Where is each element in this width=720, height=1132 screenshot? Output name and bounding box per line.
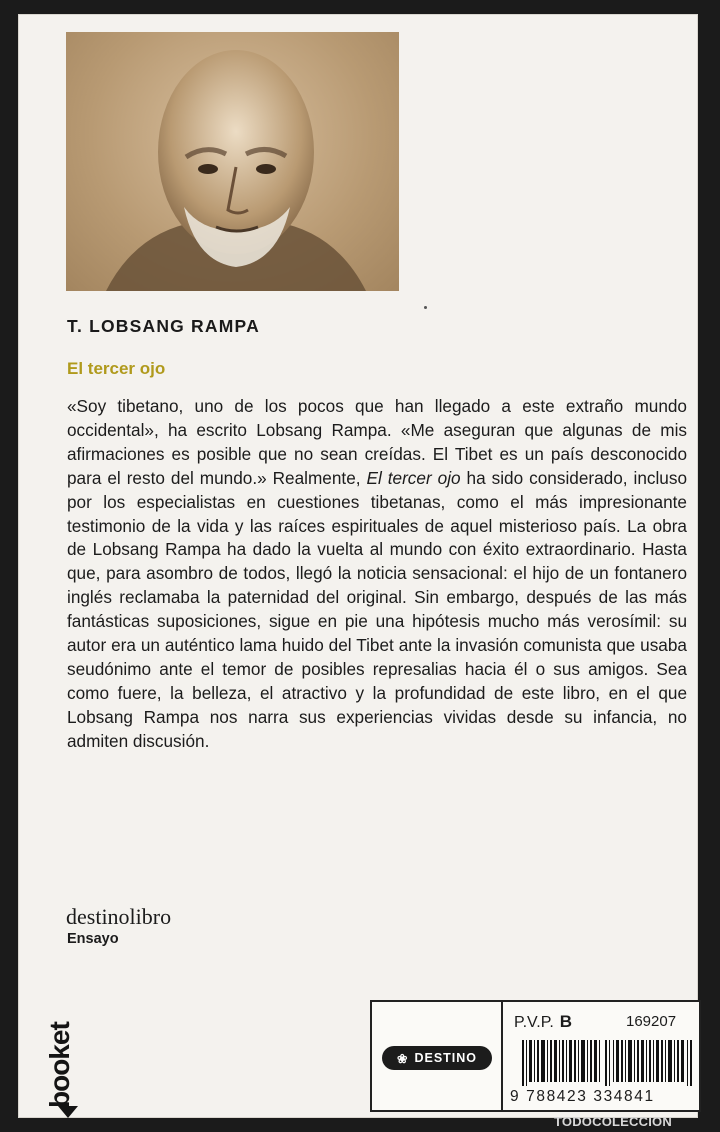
destino-label: DESTINO xyxy=(414,1051,478,1065)
barcode-icon xyxy=(522,1040,694,1086)
pvp-label: P.V.P. xyxy=(514,1014,554,1031)
synopsis xyxy=(67,395,687,754)
author-name: T. LOBSANG RAMPA xyxy=(67,316,260,336)
booket-logo: booket xyxy=(44,1022,75,1108)
collection-name: Ensayo xyxy=(67,931,119,947)
publisher-name: destinolibro xyxy=(66,904,172,929)
price-code: B xyxy=(559,1012,573,1031)
synopsis-text-2: ha sido considerado, incluso por los especialistas en cuestiones tibetanas, como el más impresionante testimonio de la vida y las raíces espirituales de aquel misterioso país. La obra de Lobsang Rampa ha dado la vuelta al mundo con éxito extraordinario. Hasta que, para asombro de todos, llegó la noticia sensacional: el hijo de un fontanero inglés reclamaba la paternidad del original. Sin embargo, después de las más fantásticas suposiciones, sigue en pie una hipótesis mucho más verosímil: su autor era un auténtico lama huido del Tibet ante la invasión comunista que usaba seudónimo ante el temor de posibles represalias hacia él o sus amigos. Sea como fuere, la belleza, el atractivo y la profundidad de este libro, en el que Lobsang Rampa nos narra sus experiencias vividas desde su infancia, no admiten discusión. xyxy=(67,467,688,751)
book-back-cover xyxy=(18,14,698,1118)
synopsis-text-1: «Soy tibetano, uno de los pocos que han llegado a este extraño mundo occidental», ha escrito Lobsang Rampa. «Me aseguran que algunas de mis afirmaciones es posible que no sean creídas. El Tibet es un país desconocido para el resto del mundo.» Realmente, xyxy=(67,396,687,488)
price-barcode-box xyxy=(370,1000,701,1112)
box-divider xyxy=(501,1002,503,1110)
product-code: 169207 xyxy=(626,1013,677,1030)
booket-arrow-icon xyxy=(58,1106,78,1118)
destino-logo xyxy=(382,1046,492,1070)
watermark: TODOCOLECCION xyxy=(554,1114,672,1129)
author-photo xyxy=(66,32,399,291)
price-label xyxy=(514,1012,572,1032)
synopsis-italic-title: El tercer ojo xyxy=(366,467,461,488)
book-title: El tercer ojo xyxy=(67,359,166,378)
isbn-number: 9 788423 334841 xyxy=(510,1088,655,1105)
destino-emblem-icon: ❀ xyxy=(396,1051,409,1066)
print-speck xyxy=(424,306,427,309)
